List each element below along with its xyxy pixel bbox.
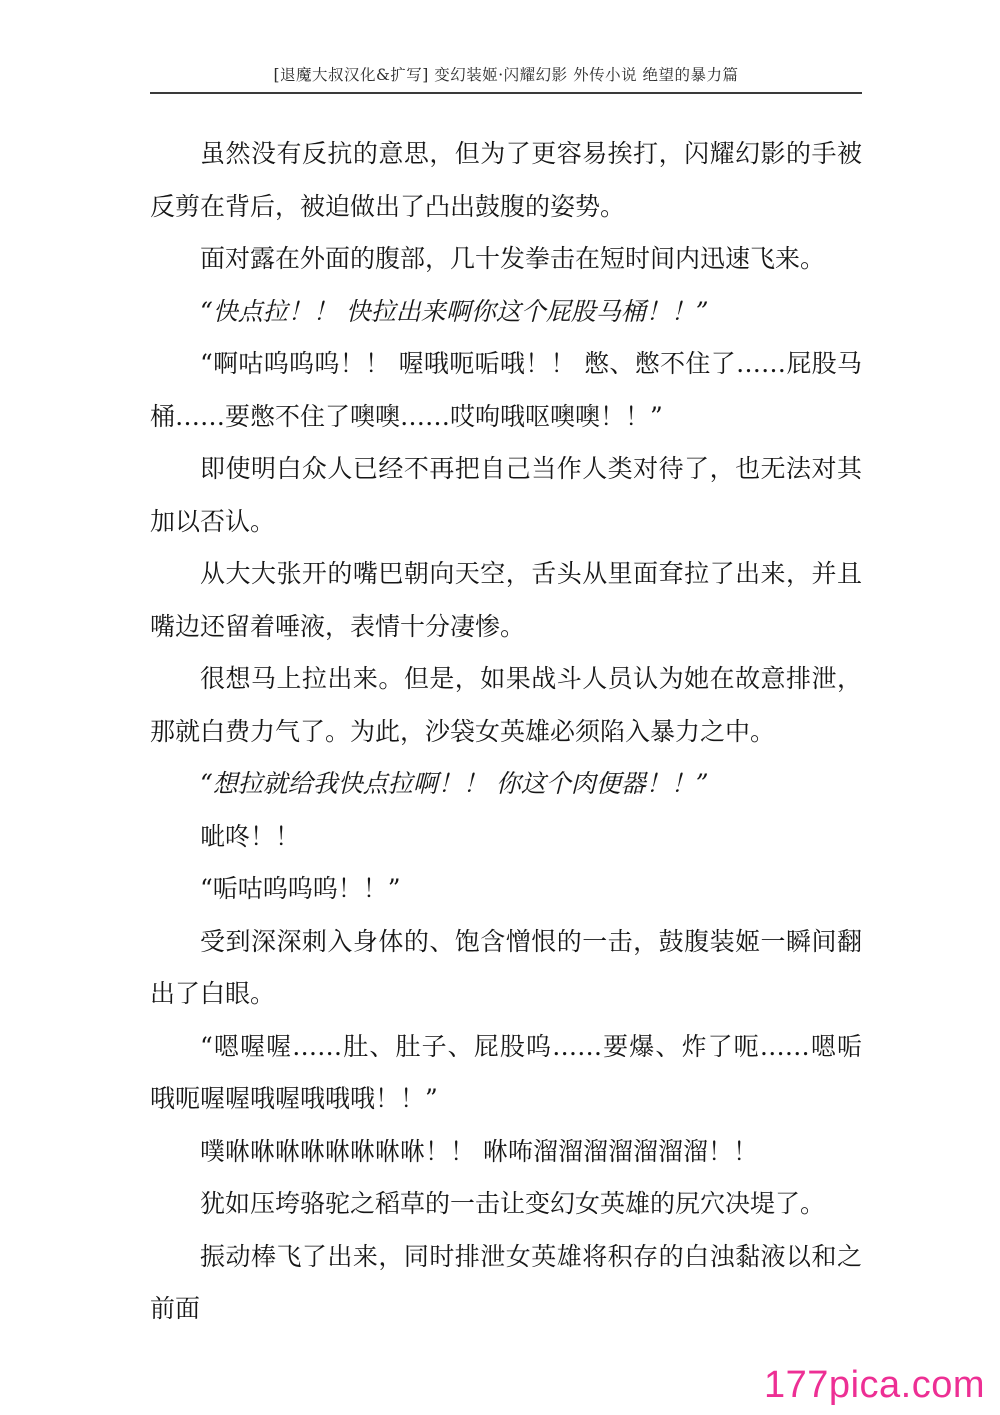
paragraph: “啊咕呜呜呜！！ 喔哦呃㖃哦！！ 憋、憋不住了……屁股马桶……要憋不住了噢噢……哎呴哦呕噢噢！！”: [150, 349, 862, 431]
paragraph: 呲咚！！: [200, 821, 301, 851]
paragraph: 振动棒飞了出来，同时排泄女英雄将积存的白浊黏液以和之前面: [150, 1241, 862, 1323]
paragraph: 受到深深刺入身体的、饱含憎恨的一击，鼓腹装姬一瞬间翻出了白眼。: [150, 926, 862, 1008]
paragraph: 从大大张开的嘴巴朝向天空，舌头从里面耷拉了出来，并且嘴边还留着唾液，表情十分凄惨。: [150, 559, 862, 641]
document-body: [150, 128, 862, 1336]
paragraph: 即使明白众人已经不再把自己当作人类对待了，也无法对其加以否认。: [150, 454, 862, 536]
paragraph: 虽然没有反抗的意思，但为了更容易挨打，闪耀幻影的手被反剪在背后，被迫做出了凸出鼓腹的姿势。: [150, 139, 862, 221]
paragraph: 犹如压垮骆驼之稻草的一击让变幻女英雄的尻穴决堤了。: [200, 1189, 826, 1218]
paragraph: 面对露在外面的腹部，几十发拳击在短时间内迅速飞来。: [200, 244, 826, 273]
page-header: [退魔大叔汉化&扩写] 变幻装姬·闪耀幻影 外传小说 绝望的暴力篇: [150, 64, 862, 94]
watermark-text: 177pica.com: [764, 1364, 985, 1406]
paragraph: “嗯喔喔……肚、肚子、屁股呜……要爆、炸了呃……嗯㖃哦呃喔喔哦喔哦哦哦！！”: [150, 1031, 862, 1113]
paragraph: 很想马上拉出来。但是，如果战斗人员认为她在故意排泄，那就白费力气了。为此，沙袋女英雄必须陷入暴力之中。: [150, 664, 862, 746]
paragraph: “想拉就给我快点拉啊！！ 你这个肉便器！！”: [200, 769, 709, 798]
paragraph: 噗咻咻咻咻咻咻咻咻！！ 咻咘溜溜溜溜溜溜溜！！: [200, 1136, 758, 1166]
paragraph: “快点拉！！ 快拉出来啊你这个屁股马桶！！”: [200, 296, 709, 326]
paragraph: “㖃咕呜呜呜！！”: [200, 874, 401, 903]
